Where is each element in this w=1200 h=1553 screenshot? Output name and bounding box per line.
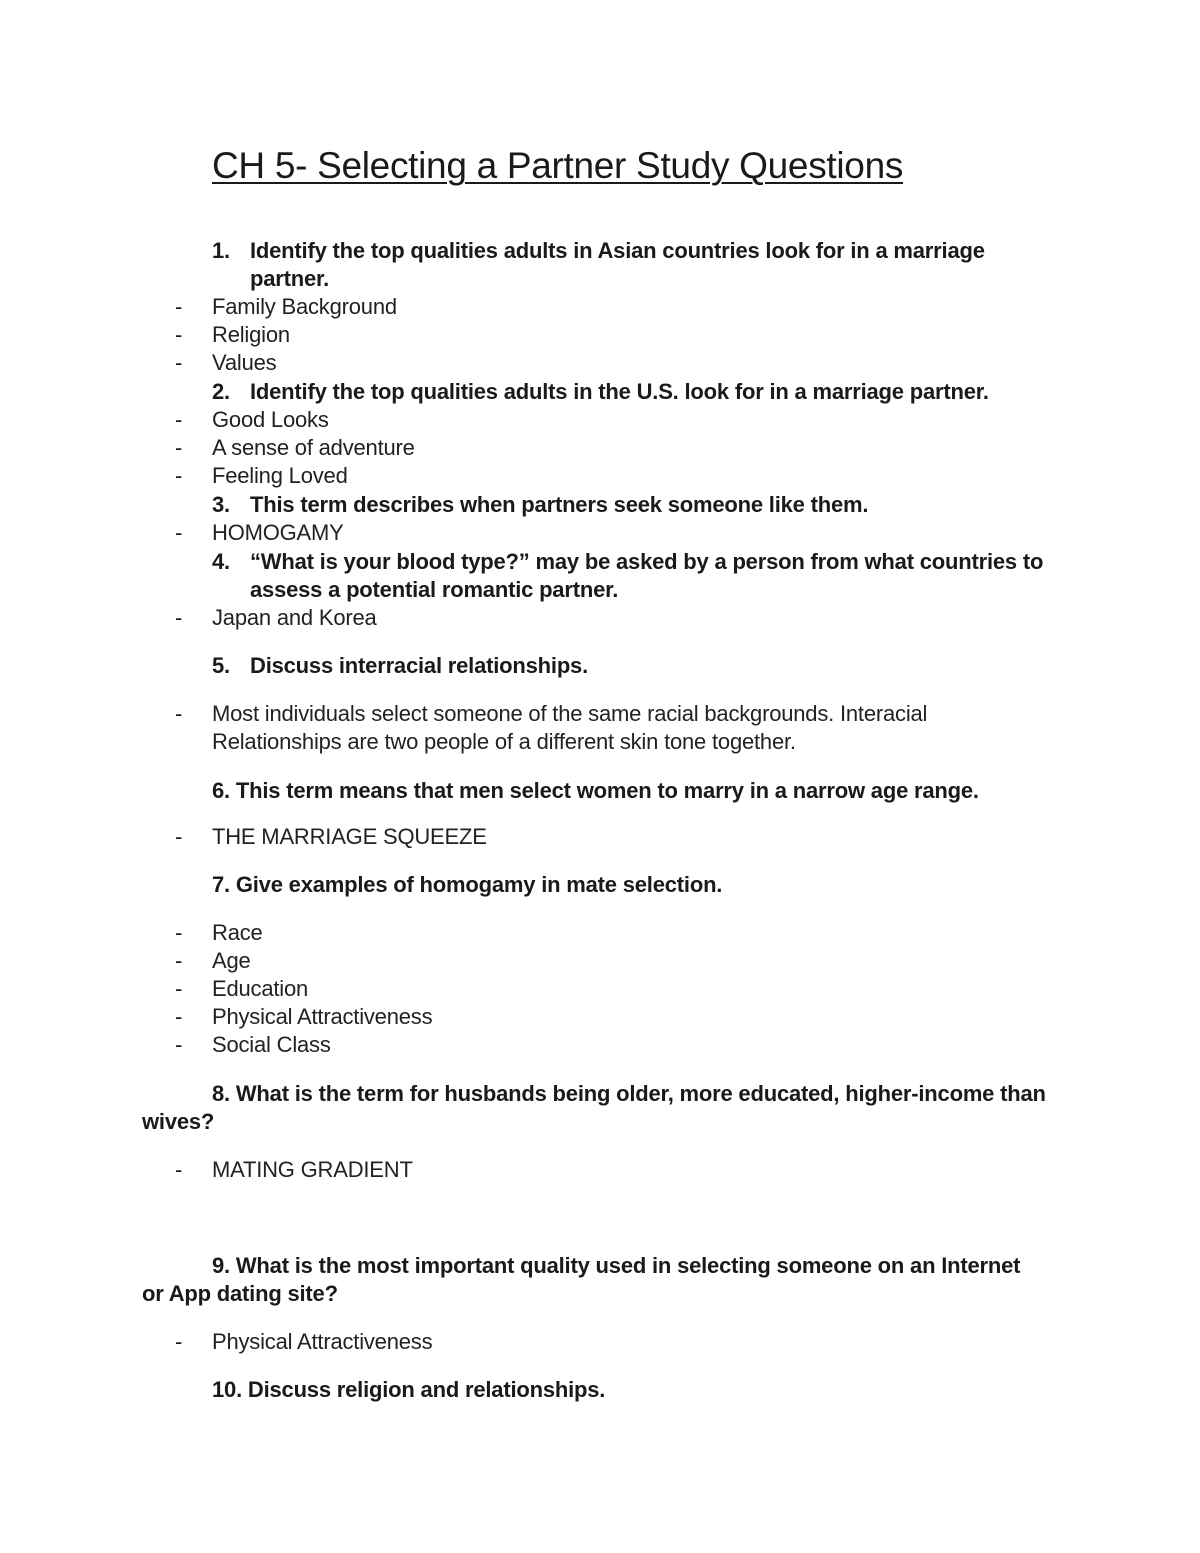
answer-item: Education (212, 976, 309, 1001)
bullet-dash: - (175, 1157, 183, 1182)
bullet-dash: - (175, 435, 183, 460)
bullet-dash: - (175, 824, 183, 849)
answer-item: MATING GRADIENT (212, 1157, 413, 1182)
answer-item: Social Class (212, 1032, 331, 1057)
bullet-dash: - (175, 605, 183, 630)
bullet-dash: - (175, 1329, 183, 1354)
answer-item-continued: Relationships are two people of a different skin tone together. (212, 729, 796, 754)
bullet-dash: - (175, 463, 183, 488)
answer-item: Values (212, 350, 277, 375)
question-10: 10. Discuss religion and relationships. (212, 1377, 606, 1402)
answer-item: THE MARRIAGE SQUEEZE (212, 824, 487, 849)
question-text: Identify the top qualities adults in Asian countries look for in a marriage (250, 238, 985, 263)
answer-item: Age (212, 948, 251, 973)
question-number: 2. (212, 379, 230, 404)
question-number: 3. (212, 492, 230, 517)
bullet-dash: - (175, 1004, 183, 1029)
answer-item: A sense of adventure (212, 435, 415, 460)
answer-item: Physical Attractiveness (212, 1004, 433, 1029)
bullet-dash: - (175, 920, 183, 945)
question-number: 4. (212, 549, 230, 574)
question-text: “What is your blood type?” may be asked by a person from what countries to (250, 549, 1044, 574)
bullet-dash: - (175, 976, 183, 1001)
answer-item: Race (212, 920, 263, 945)
answer-item: Good Looks (212, 407, 329, 432)
question-8: 8. What is the term for husbands being older, more educated, higher-income than (212, 1081, 1046, 1106)
question-text: Discuss interracial relationships. (250, 653, 589, 678)
bullet-dash: - (175, 1032, 183, 1057)
question-number: 1. (212, 238, 230, 263)
bullet-dash: - (175, 294, 183, 319)
question-9-continued: or App dating site? (142, 1281, 338, 1306)
question-6: 6. This term means that men select women to marry in a narrow age range. (212, 778, 979, 803)
question-4-continued: assess a potential romantic partner. (250, 577, 619, 602)
answer-item: Most individuals select someone of the same racial backgrounds. Interacial (212, 701, 928, 726)
question-5 (212, 652, 588, 680)
bullet-dash: - (175, 407, 183, 432)
bullet-dash: - (175, 322, 183, 347)
question-8-continued: wives? (142, 1109, 215, 1134)
bullet-dash: - (175, 350, 183, 375)
question-number: 5. (212, 653, 230, 678)
question-3 (212, 491, 868, 519)
question-1 (212, 237, 985, 265)
answer-item: HOMOGAMY (212, 520, 344, 545)
question-text: This term describes when partners seek someone like them. (250, 492, 869, 517)
question-7: 7. Give examples of homogamy in mate selection. (212, 872, 723, 897)
question-4 (212, 548, 1043, 576)
bullet-dash: - (175, 948, 183, 973)
answer-item: Family Background (212, 294, 397, 319)
question-text: Identify the top qualities adults in the U.S. look for in a marriage partner. (250, 379, 989, 404)
answer-item: Japan and Korea (212, 605, 377, 630)
answer-item: Feeling Loved (212, 463, 348, 488)
bullet-dash: - (175, 701, 183, 726)
question-2 (212, 378, 989, 406)
question-9: 9. What is the most important quality used in selecting someone on an Internet (212, 1253, 1021, 1278)
bullet-dash: - (175, 520, 183, 545)
answer-item: Religion (212, 322, 290, 347)
question-1-continued: partner. (250, 266, 330, 291)
document-title: CH 5- Selecting a Partner Study Questions (212, 145, 904, 186)
answer-item: Physical Attractiveness (212, 1329, 433, 1354)
